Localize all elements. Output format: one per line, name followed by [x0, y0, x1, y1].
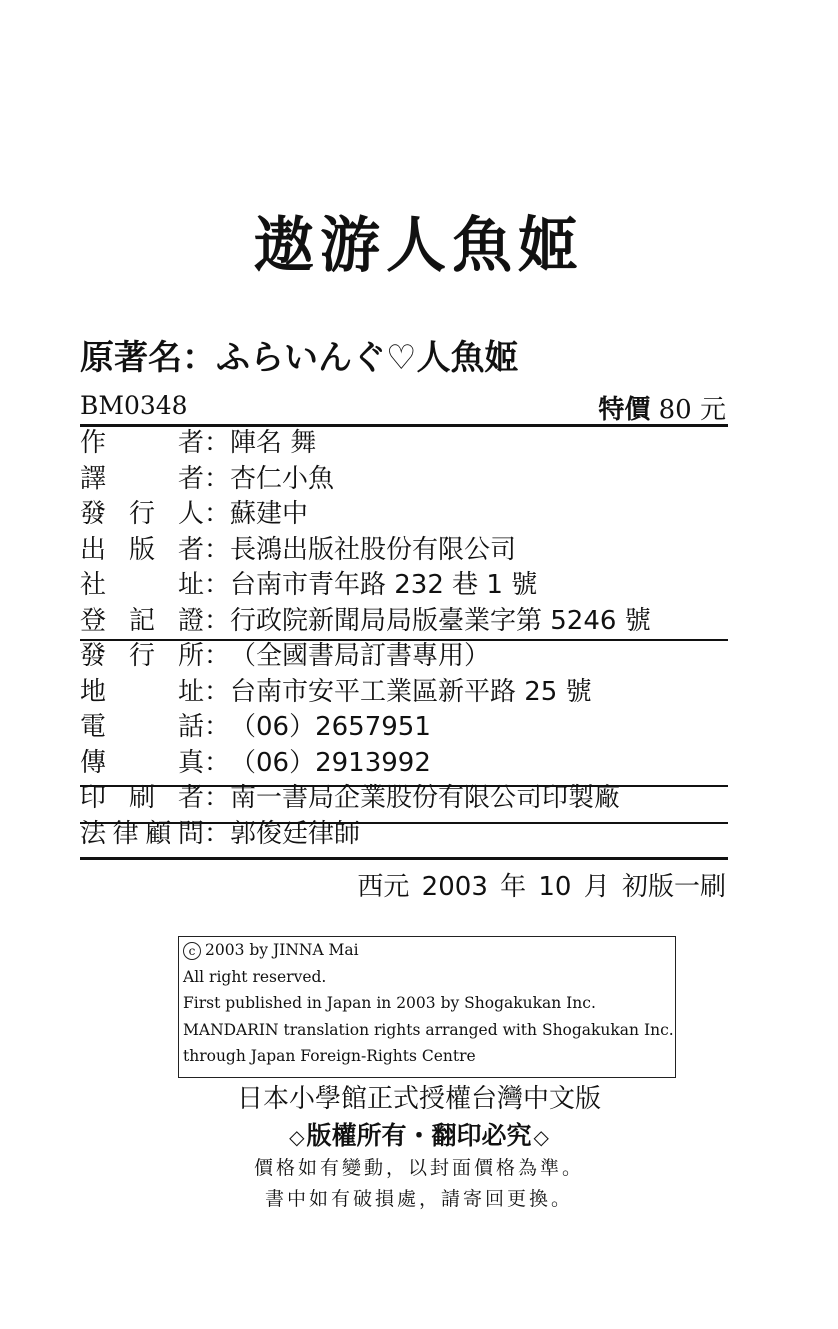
price-change-note: 價格如有變動，以封面價格為準。 [253, 1157, 584, 1179]
book-title: 遨游人魚姬 [254, 211, 584, 281]
copyright-box [178, 936, 676, 1078]
info-row-address: 地址：台南市安平工業區新平路 25 號 [80, 676, 592, 707]
info-row-translator: 譯者：杏仁小魚 [80, 463, 335, 494]
info-row-publisher: 出版者：長鴻出版社股份有限公司 [80, 534, 517, 565]
diamond-icon: ◇ [289, 1125, 305, 1149]
info-row-company-address: 社址：台南市青年路 232 巷 1 號 [80, 570, 538, 600]
info-row-author: 作者：陣名 舞 [80, 428, 317, 458]
copyright-line: c 2003 by JINNA Mai [179, 937, 675, 964]
copyright-line: through Japan Foreign-Rights Centre [183, 1047, 476, 1065]
heart-icon: ♡ [386, 338, 417, 378]
info-row-publisher-person: 發行人：蘇建中 [80, 499, 309, 529]
original-title-text: ふらいんぐ [216, 338, 386, 378]
rights-notice [0, 1116, 838, 1152]
copyright-line: MANDARIN translation rights arranged with Shogakukan Inc. [183, 1020, 674, 1039]
damage-return-note: 書中如有破損處，請寄回更換。 [264, 1188, 573, 1210]
copyright-line: First published in Japan in 2003 by Shogakukan Inc. [183, 994, 596, 1012]
original-title-label: 原著名： [80, 338, 216, 378]
copyright-icon: c [183, 942, 201, 960]
info-row-registration: 登記證：行政院新聞局局版臺業字第 5246 號 [80, 605, 651, 636]
divider [80, 822, 728, 824]
info-row-distributor: 發行所：（全國書局訂書專用） [80, 641, 491, 671]
diamond-icon: ◇ [533, 1125, 549, 1149]
copyright-line: All right reserved. [183, 967, 327, 986]
original-title-text-end: 人魚姬 [416, 338, 519, 378]
original-title [80, 330, 518, 379]
info-row-phone: 電話：（06）2657951 [80, 712, 431, 742]
edition-date: 西元 2003 年 10 月 初版一刷 [357, 872, 726, 902]
divider [80, 639, 728, 641]
info-row-printer: 印刷者：南一書局企業股份有限公司印製廠 [80, 783, 621, 813]
authorization-line: 日本小學館正式授權台灣中文版 [236, 1084, 601, 1114]
info-row-legal-advisor: 法律顧問：郭俊廷律師 [80, 818, 361, 849]
price-amount: 80 [658, 395, 692, 425]
divider [80, 857, 728, 860]
rights-text: 版權所有・翻印必究 [306, 1121, 532, 1150]
info-row-fax: 傳真：（06）2913992 [80, 747, 431, 778]
book-code: BM0348 [80, 391, 188, 420]
divider [80, 785, 728, 787]
price-label: 特價 [598, 395, 651, 425]
price-unit: 元 [699, 395, 726, 425]
special-price [598, 389, 726, 426]
